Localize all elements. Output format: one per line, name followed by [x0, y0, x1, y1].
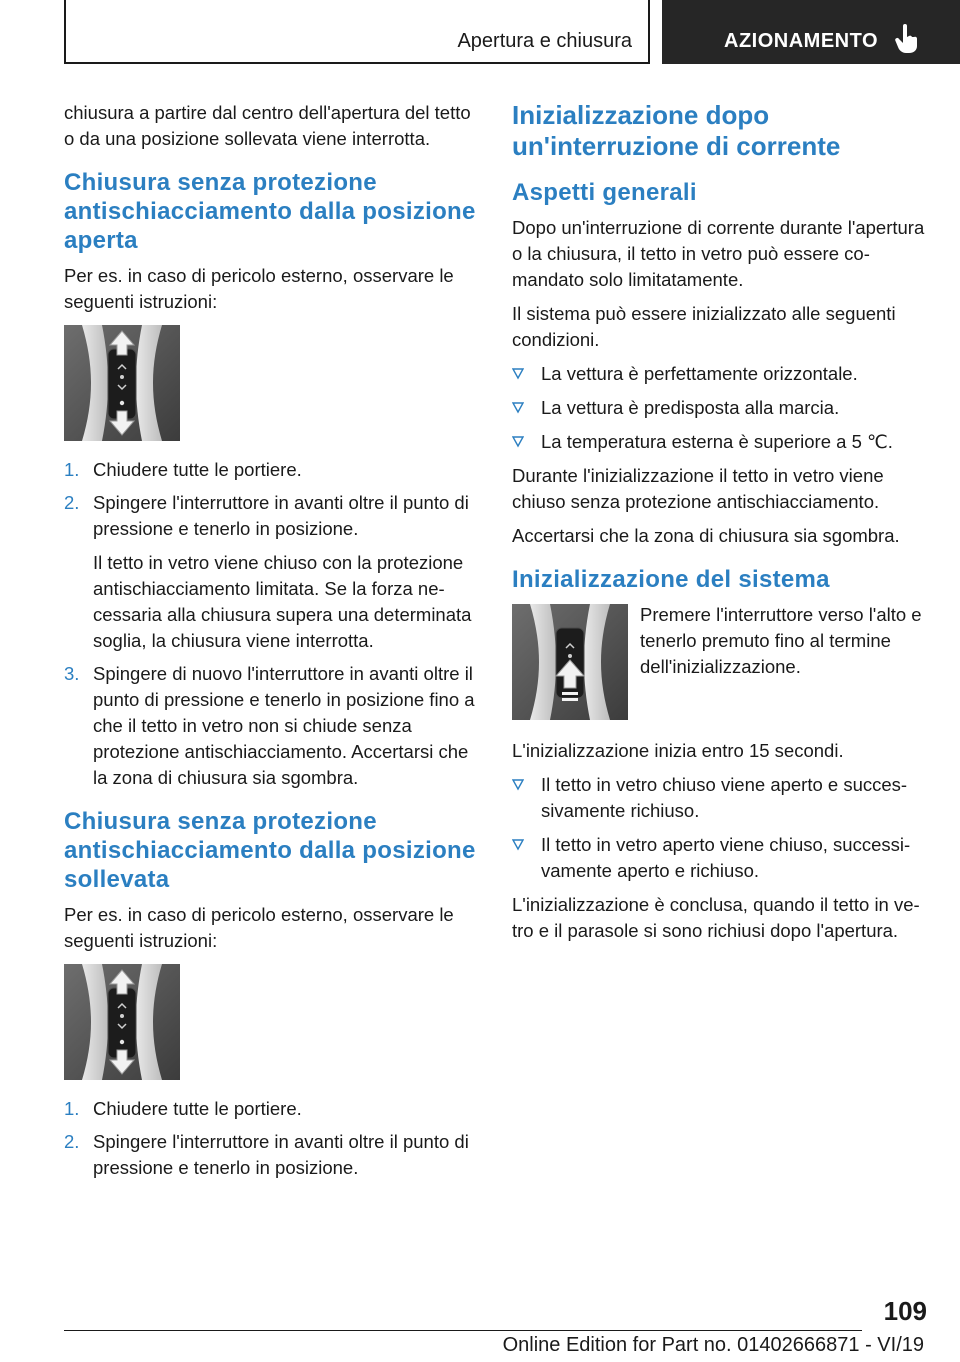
sec2-steps	[64, 1096, 478, 1181]
general-p2: Il sistema può essere inizializzato alle seguenti condizioni.	[512, 303, 896, 350]
init-instruction-block	[512, 602, 926, 728]
sec2-step-1	[64, 1096, 478, 1122]
init-p2: L'inizializzazione inizia entro 15 secondi.	[512, 740, 844, 761]
step-number: 1.	[64, 459, 80, 480]
left-intro-paragraph: chiusura a partire dal centro dell'apertura del tetto o da una posizione sollevata viene interrotta.	[64, 102, 471, 149]
init-heading: Inizializzazione del sistema	[512, 566, 830, 593]
step-number: 3.	[64, 663, 80, 684]
triangle-bullet-icon	[512, 839, 524, 851]
right-column	[512, 100, 926, 952]
step-note: Il tetto in vetro viene chiuso con la protezione antischiacciamento limitata. Se la forza necessaria alla chiusura supera una determinata soglia, la chiusura viene interrotta.	[93, 552, 472, 651]
outcome-item	[512, 832, 926, 884]
step-number: 2.	[64, 1131, 80, 1152]
sec1-step-3	[64, 661, 478, 791]
sec1-heading: Chiusura senza protezione antischiacciamento dalla posizione aperta	[64, 169, 476, 254]
condition-item	[512, 429, 926, 455]
init-p1: Premere l'interruttore verso l'alto e tenerlo premuto fino al termine dell'inizializzazione.	[640, 604, 922, 677]
header-chapter-tab	[662, 0, 960, 64]
condition-text: La vettura è perfettamente orizzontale.	[541, 363, 858, 384]
page-number: 109	[883, 1296, 927, 1326]
sec1-step-1	[64, 457, 478, 483]
step-number: 1.	[64, 1098, 80, 1119]
outcome-text: Il tetto in vetro chiuso viene aperto e successivamente richiuso.	[541, 774, 908, 821]
general-heading: Aspetti generali	[512, 179, 697, 206]
general-p3: Durante l'inizializzazione il tetto in vetro viene chiuso senza protezione antischiacciamento.	[512, 465, 884, 512]
header-section-box	[64, 0, 650, 64]
init-p3: L'inizializzazione è conclusa, quando il tetto in vetro e il parasole si sono richiusi dopo l'apertura.	[512, 894, 920, 941]
triangle-bullet-icon	[512, 402, 524, 414]
sec2-step-2	[64, 1129, 478, 1181]
general-p1: Dopo un'interruzione di corrente durante l'apertura o la chiusura, il tetto in vetro può essere comandato solo limitatamente.	[512, 217, 925, 290]
pointing-hand-icon	[894, 24, 920, 54]
roof-switch-up-down-image	[64, 325, 180, 441]
sec1-steps	[64, 457, 478, 791]
roof-switch-up-down-image	[64, 964, 180, 1080]
main-heading: Inizializzazione dopo un'interruzione di corrente	[512, 100, 841, 161]
footer-divider	[64, 1330, 862, 1331]
step-text: Spingere l'interruttore in avanti oltre il punto di pressione e tenerlo in posizione.	[93, 492, 469, 539]
step-text: Chiudere tutte le portiere.	[93, 1098, 302, 1119]
init-outcomes-list	[512, 772, 926, 884]
condition-item	[512, 361, 926, 387]
roof-switch-up-image	[512, 604, 628, 720]
step-text: Spingere di nuovo l'interruttore in avanti oltre il punto di pressione e tenerlo in posizione fino a che il tetto in vetro non si chiude senza protezione antischiacciamento. Accertarsi che la zona di chiusura sia sgombra.	[93, 663, 475, 788]
sec1-intro: Per es. in caso di pericolo esterno, osservare le seguenti istruzioni:	[64, 265, 454, 312]
condition-text: La temperatura esterna è superiore a 5 ℃.	[541, 431, 893, 452]
footer-edition: Online Edition for Part no. 01402666871 - VI/19	[502, 1334, 924, 1356]
header-section-title: Apertura e chiusura	[457, 30, 632, 52]
outcome-item	[512, 772, 926, 824]
step-text: Spingere l'interruttore in avanti oltre il punto di pressione e tenerlo in posizione.	[93, 1131, 469, 1178]
condition-item	[512, 395, 926, 421]
sec2-heading: Chiusura senza protezione antischiacciamento dalla posizione sollevata	[64, 808, 476, 893]
sec1-step-2	[64, 490, 478, 654]
general-p4: Accertarsi che la zona di chiusura sia sgombra.	[512, 525, 900, 546]
outcome-text: Il tetto in vetro aperto viene chiuso, successivamente aperto e richiuso.	[541, 834, 911, 881]
conditions-list	[512, 361, 926, 455]
step-text: Chiudere tutte le portiere.	[93, 459, 302, 480]
triangle-bullet-icon	[512, 368, 524, 380]
header-chapter-title: AZIONAMENTO	[724, 30, 879, 52]
triangle-bullet-icon	[512, 779, 524, 791]
left-column	[64, 100, 478, 1191]
triangle-bullet-icon	[512, 436, 524, 448]
condition-text: La vettura è predisposta alla marcia.	[541, 397, 840, 418]
sec2-intro: Per es. in caso di pericolo esterno, osservare le seguenti istruzioni:	[64, 904, 454, 951]
step-number: 2.	[64, 492, 80, 513]
